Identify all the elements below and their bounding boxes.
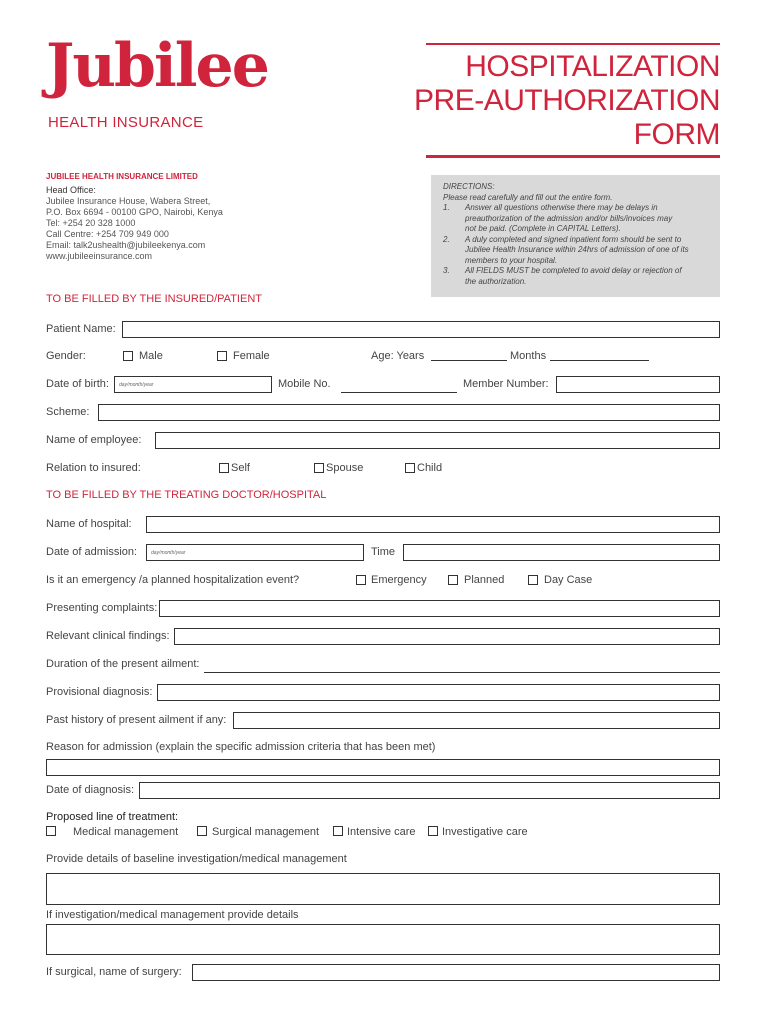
direction-text: members to your hospital. xyxy=(465,255,558,265)
hospital-field[interactable] xyxy=(146,516,720,533)
age-years-label: Age: Years xyxy=(371,350,425,362)
admission-date-field[interactable] xyxy=(146,544,364,561)
daycase-label: Day Case xyxy=(544,574,593,586)
title-bottom-rule xyxy=(426,155,720,158)
dob-label: Date of birth: xyxy=(46,378,109,390)
child-checkbox[interactable] xyxy=(405,463,415,473)
history-field[interactable] xyxy=(233,712,720,729)
direction-text: All FIELDS MUST be completed to avoid delay or rejection of xyxy=(465,266,682,275)
proposed-treatment-label: Proposed line of treatment: xyxy=(46,811,179,823)
direction-text: the authorization. xyxy=(465,276,527,286)
investigative-label: Investigative care xyxy=(442,826,528,838)
direction-item xyxy=(443,266,710,287)
male-checkbox[interactable] xyxy=(123,351,133,361)
relation-label: Relation to insured: xyxy=(46,462,141,474)
daycase-checkbox[interactable] xyxy=(528,575,538,585)
findings-field[interactable] xyxy=(174,628,720,645)
planned-label: Planned xyxy=(464,574,505,586)
age-years-field[interactable] xyxy=(431,360,507,361)
patient-name-label: Patient Name: xyxy=(46,323,116,335)
female-checkbox[interactable] xyxy=(217,351,227,361)
self-checkbox[interactable] xyxy=(219,463,229,473)
reason-label: Reason for admission (explain the specific admission criteria that has been met) xyxy=(46,741,436,753)
medical-checkbox[interactable] xyxy=(46,826,56,836)
intensive-label: Intensive care xyxy=(347,826,416,838)
gender-label: Gender: xyxy=(46,350,86,362)
address-line: P.O. Box 6694 - 00100 GPO, Nairobi, Kenya xyxy=(46,207,223,217)
baseline-field[interactable] xyxy=(46,873,720,905)
dob-field[interactable] xyxy=(114,376,272,393)
emergency-checkbox[interactable] xyxy=(356,575,366,585)
intensive-checkbox[interactable] xyxy=(333,826,343,836)
title-top-rule xyxy=(426,43,720,45)
form-title xyxy=(414,50,720,152)
investigation-details-label: If investigation/medical management provide details xyxy=(46,909,299,921)
direction-item xyxy=(443,203,710,235)
date-diagnosis-field[interactable] xyxy=(139,782,720,799)
spouse-label: Spouse xyxy=(326,462,364,474)
time-field[interactable] xyxy=(403,544,720,561)
surgical-label: Surgical management xyxy=(212,826,320,838)
address-line: Tel: +254 20 328 1000 xyxy=(46,218,136,228)
date-diagnosis-label: Date of diagnosis: xyxy=(46,784,135,796)
jubilee-logo: Jubilee xyxy=(46,31,268,101)
direction-number: 2. xyxy=(443,234,450,244)
title-line-2: PRE-AUTHORIZATION xyxy=(414,84,720,117)
age-months-label: Months xyxy=(510,350,547,362)
direction-item xyxy=(443,235,710,267)
emergency-label: Emergency xyxy=(371,574,427,586)
admission-date-hint: day/month/year xyxy=(151,550,186,556)
employee-field[interactable] xyxy=(155,432,720,449)
history-label: Past history of present ailment if any: xyxy=(46,714,227,726)
scheme-label: Scheme: xyxy=(46,406,90,418)
spouse-checkbox[interactable] xyxy=(314,463,324,473)
title-line-1: HOSPITALIZATION xyxy=(465,50,720,83)
member-number-label: Member Number: xyxy=(463,378,549,390)
duration-label: Duration of the present ailment: xyxy=(46,658,200,670)
complaints-label: Presenting complaints: xyxy=(46,602,158,614)
self-label: Self xyxy=(231,462,250,474)
company-address xyxy=(46,185,223,262)
patient-name-field[interactable] xyxy=(122,321,720,338)
employee-label: Name of employee: xyxy=(46,434,142,446)
female-label: Female xyxy=(233,350,270,362)
diagnosis-label: Provisional diagnosis: xyxy=(46,686,153,698)
address-line: www.jubileeinsurance.com xyxy=(46,251,153,261)
directions-intro: Please read carefully and fill out the entire form. xyxy=(443,192,613,202)
admission-date-label: Date of admission: xyxy=(46,546,138,558)
direction-number: 1. xyxy=(443,203,450,212)
surgical-checkbox[interactable] xyxy=(197,826,207,836)
mobile-field[interactable] xyxy=(341,376,457,393)
head-office-label: Head Office: xyxy=(46,185,96,195)
child-label: Child xyxy=(417,462,443,474)
direction-number: 3. xyxy=(443,266,450,275)
investigation-details-field[interactable] xyxy=(46,924,720,955)
hospital-label: Name of hospital: xyxy=(46,518,132,530)
time-label: Time xyxy=(371,546,396,558)
section-insured-heading: TO BE FILLED BY THE INSURED/PATIENT xyxy=(46,293,262,305)
complaints-field[interactable] xyxy=(159,600,720,617)
address-line: Jubilee Insurance House, Wabera Street, xyxy=(46,196,211,206)
diagnosis-field[interactable] xyxy=(157,684,720,701)
scheme-field[interactable] xyxy=(98,404,720,421)
section-doctor-heading: TO BE FILLED BY THE TREATING DOCTOR/HOSPITAL xyxy=(46,489,327,501)
direction-text: A duly completed and signed inpatient form should be sent to xyxy=(465,234,682,244)
direction-text: preauthorization of the admission and/or bills/invoices may xyxy=(465,213,673,223)
dob-hint: day/month/year xyxy=(119,382,154,388)
directions-box xyxy=(431,175,720,297)
reason-field[interactable] xyxy=(46,759,720,776)
surgery-name-field[interactable] xyxy=(192,964,720,981)
company-name: JUBILEE HEALTH INSURANCE LIMITED xyxy=(46,172,198,181)
address-line: Email: talk2ushealth@jubileekenya.com xyxy=(46,240,206,250)
title-line-3: FORM xyxy=(633,118,720,151)
findings-label: Relevant clinical findings: xyxy=(46,630,170,642)
emergency-question: Is it an emergency /a planned hospitalization event? xyxy=(46,574,300,586)
direction-text: Answer all questions otherwise there may be delays in xyxy=(465,203,658,212)
address-line: Call Centre: +254 709 949 000 xyxy=(46,229,169,239)
directions-heading: DIRECTIONS: xyxy=(443,182,495,191)
member-number-field[interactable] xyxy=(556,376,720,393)
logo-subtitle: HEALTH INSURANCE xyxy=(48,114,204,131)
baseline-label: Provide details of baseline investigation/medical management xyxy=(46,853,347,865)
age-months-field[interactable] xyxy=(550,360,649,361)
direction-text: Jubilee Health Insurance within 24hrs of admission of one of its xyxy=(465,245,689,254)
surgery-name-label: If surgical, name of surgery: xyxy=(46,966,182,978)
male-label: Male xyxy=(139,350,163,362)
medical-label: Medical management xyxy=(73,826,179,838)
duration-field[interactable] xyxy=(204,656,720,673)
investigative-checkbox[interactable] xyxy=(428,826,438,836)
direction-text: not be paid. (Complete in CAPITAL Letters). xyxy=(465,224,621,233)
planned-checkbox[interactable] xyxy=(448,575,458,585)
mobile-label: Mobile No. xyxy=(278,378,331,390)
